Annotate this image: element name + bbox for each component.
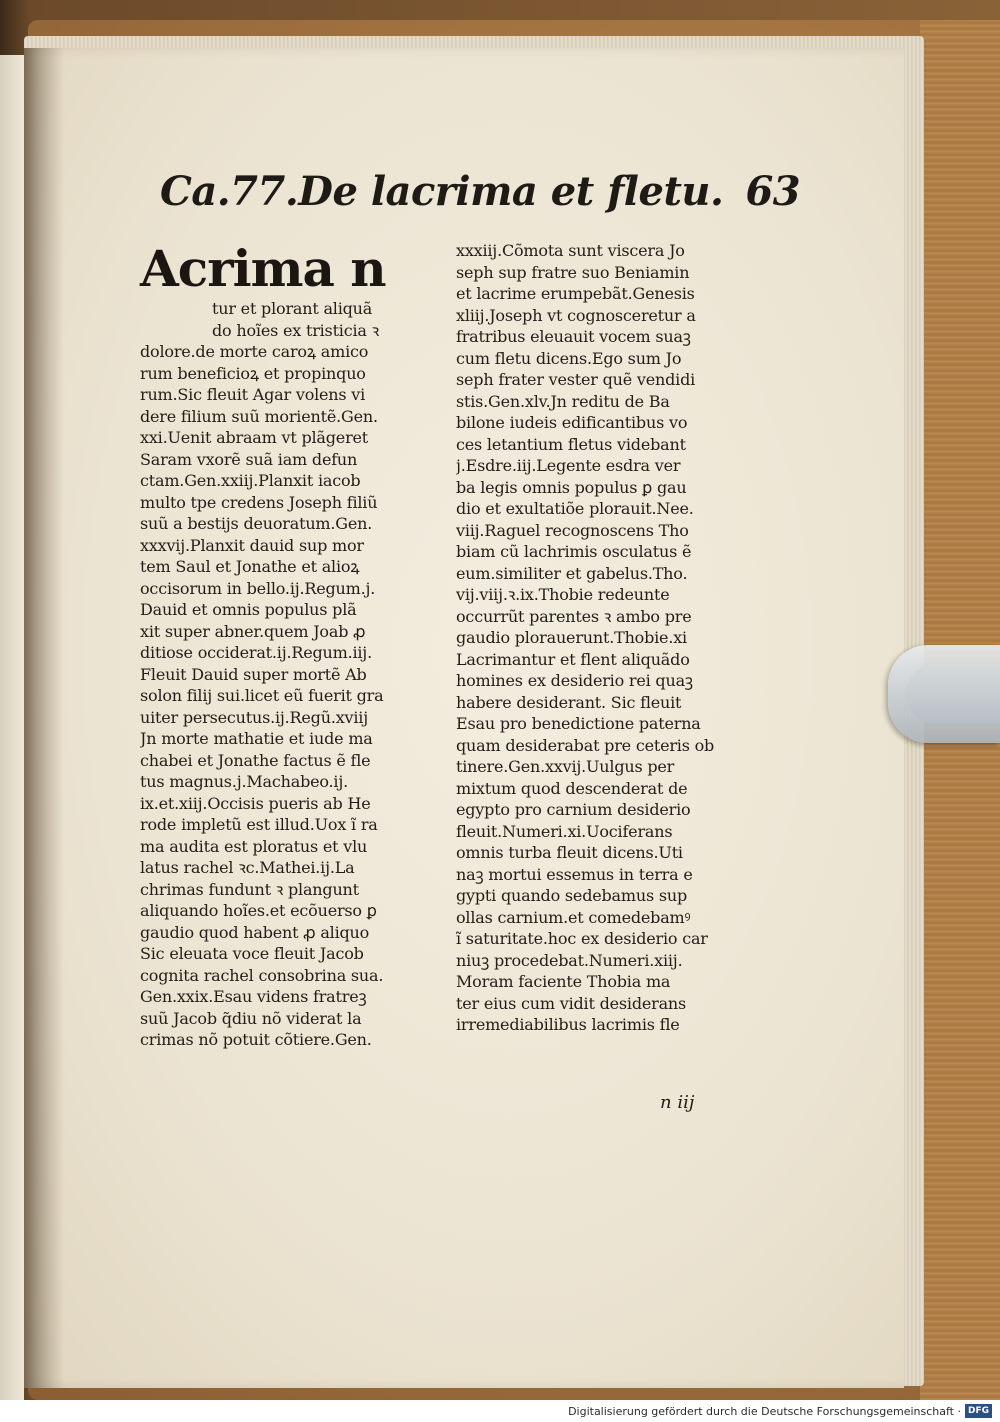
text-line: bilone iudeis edificantibus vo	[456, 413, 688, 432]
chapter-title: Ca.77.De lacrima et fletu.	[160, 168, 724, 215]
text-line: vij.viij.ꝛ.ix.Thobie redeunte	[456, 585, 670, 604]
text-line: Jn morte mathatie et iude ma	[140, 729, 373, 748]
text-line: crimas nõ potuit cõtiere.Gen.	[140, 1030, 372, 1049]
text-line: habere desiderant. Sic fleuit	[456, 692, 682, 712]
text-line: ma audita est ploratus et vlu	[140, 836, 368, 856]
text-line: ollas carnium.et comedebamꝰ	[456, 907, 691, 927]
text-line: Dauid et omnis populus plã	[140, 600, 357, 619]
text-line: viij.Raguel recognoscens Tho	[456, 520, 689, 540]
text-line: dio et exultatiõe plorauit.Nee.	[456, 499, 694, 518]
folio-number: 63	[745, 168, 801, 215]
text-line: biam cũ lachrimis osculatus ẽ	[456, 542, 692, 561]
text-line: solon filij sui.licet eũ fuerit gra	[140, 686, 384, 705]
text-line: Lacrimantur et flent aliquãdo	[456, 649, 690, 669]
text-line: multo tpe credens Joseph filiũ	[140, 492, 378, 512]
text-line: quam desiderabat pre ceteris ob	[456, 735, 715, 755]
text-line: Saram vxorẽ suã iam defun	[140, 449, 358, 469]
text-line: cognita rachel consobrina sua.	[140, 965, 384, 985]
text-line: seph sup fratre suo Beniamin	[456, 262, 690, 282]
text-line: j.Esdre.iij.Legente esdra ver	[456, 456, 681, 475]
text-line: gaudio plorauerunt.Thobie.xi	[456, 628, 687, 647]
text-line: ba legis omnis populus ꝑ gau	[456, 477, 687, 497]
running-header	[160, 168, 801, 230]
text-line: tem Saul et Jonathe et alioꝝ	[140, 557, 360, 576]
text-line: rum beneficioꝝ et propinquo	[140, 363, 366, 383]
text-line: ix.et.xiij.Occisis pueris ab He	[140, 793, 371, 813]
text-line: Moram faciente Thobia ma	[456, 972, 671, 991]
left-text-column	[140, 240, 440, 1051]
text-line: et lacrime erumpebãt.Genesis	[456, 284, 695, 303]
text-line: fleuit.Numeri.xi.Uociferans	[456, 821, 673, 841]
text-line: chrimas fundunt ꝛ plangunt	[140, 879, 359, 899]
text-line: omnis turba fleuit dicens.Uti	[456, 843, 683, 862]
initial-block	[140, 240, 440, 298]
text-line: fratribus eleuauit vocem suaꝫ	[456, 327, 691, 346]
text-line: dolore.de morte caroꝝ amico	[140, 342, 369, 361]
text-line: ditiose occiderat.ij.Regum.iij.	[140, 643, 372, 662]
text-line: niuꝫ procedebat.Numeri.xiij.	[456, 950, 683, 970]
text-line: latus rachel ꝛc.Mathei.ij.La	[140, 858, 355, 877]
text-line: irremediabilibus lacrimis fle	[456, 1015, 680, 1034]
text-line: naꝫ mortui essemus in terra e	[456, 864, 693, 884]
text-line: ctam.Gen.xxiij.Planxit iacob	[140, 471, 361, 490]
text-line: stis.Gen.xlv.Jn reditu de Ba	[456, 391, 670, 411]
gutter-shadow	[24, 48, 64, 1388]
signature-mark: n iij	[660, 1092, 695, 1113]
text-line: aliquando hoĩes.et ecõuerso ꝑ	[140, 901, 377, 920]
text-line: seph frater vester quẽ vendidi	[456, 370, 696, 389]
page-clip-inner	[906, 664, 1000, 724]
text-line: gypti quando sedebamus sup	[456, 886, 688, 905]
text-line: suũ a bestijs deuoratum.Gen.	[140, 514, 373, 533]
text-line: rode impletũ est illud.Uox ĩ ra	[140, 815, 378, 834]
text-line: ĩ saturitate.hoc ex desiderio car	[456, 929, 708, 948]
text-line: Esau pro benedictione paterna	[456, 714, 701, 733]
text-line: cum fletu dicens.Ego sum Jo	[456, 348, 682, 368]
footer-bar	[0, 1400, 1000, 1422]
text-line: occurrũt parentes ꝛ ambo pre	[456, 606, 692, 626]
text-line: uiter persecutus.ij.Regũ.xviij	[140, 707, 368, 727]
text-line: gaudio quod habent ꝓ aliquo	[140, 922, 370, 942]
text-line: do hoĩes ex tristicia ꝛ	[212, 320, 379, 340]
footer-credit: Digitalisierung gefördert durch die Deutsche Forschungsgemeinschaft ·	[568, 1404, 961, 1418]
text-line: tus magnus.j.Machabeo.ij.	[140, 772, 348, 791]
text-line: xxxiij.Cõmota sunt viscera Jo	[456, 241, 685, 260]
right-column-lines	[456, 240, 746, 1036]
dfg-logo: DFG	[965, 1404, 992, 1418]
right-text-column	[456, 240, 746, 1036]
text-line: mixtum quod descenderat de	[456, 778, 688, 798]
text-line: xit super abner.quem Joab ꝓ	[140, 621, 366, 641]
text-line: egypto pro carnium desiderio	[456, 800, 691, 819]
text-line: xxxvij.Planxit dauid sup mor	[140, 535, 364, 555]
text-line: homines ex desiderio rei quaꝫ	[456, 671, 693, 690]
text-line: suũ Jacob q̃diu nõ viderat la	[140, 1008, 362, 1028]
text-line: Gen.xxix.Esau videns fratreꝫ	[140, 987, 367, 1006]
text-line: Fleuit Dauid super mortẽ Ab	[140, 664, 367, 684]
text-line: dere filium suũ morientẽ.Gen.	[140, 406, 378, 426]
text-line: chabei et Jonathe factus ẽ fle	[140, 750, 371, 770]
left-page-fragment	[0, 55, 24, 1400]
text-line: tur et plorant aliquã	[212, 299, 373, 318]
text-line: ter eius cum vidit desiderans	[456, 993, 687, 1013]
text-line: rum.Sic fleuit Agar volens vi	[140, 385, 366, 404]
text-line: ces letantium fletus videbant	[456, 434, 686, 454]
left-column-lines	[140, 298, 440, 1051]
text-line: xliij.Joseph vt cognosceretur a	[456, 305, 696, 325]
decorated-initial-word: Acrima n	[140, 239, 386, 298]
text-line: occisorum in bello.ij.Regum.j.	[140, 578, 376, 598]
text-line: tinere.Gen.xxvij.Uulgus per	[456, 757, 675, 776]
text-line: eum.similiter et gabelus.Tho.	[456, 563, 688, 583]
text-line: Sic eleuata voce fleuit Jacob	[140, 944, 364, 963]
text-line: xxi.Uenit abraam vt plãgeret	[140, 428, 369, 447]
